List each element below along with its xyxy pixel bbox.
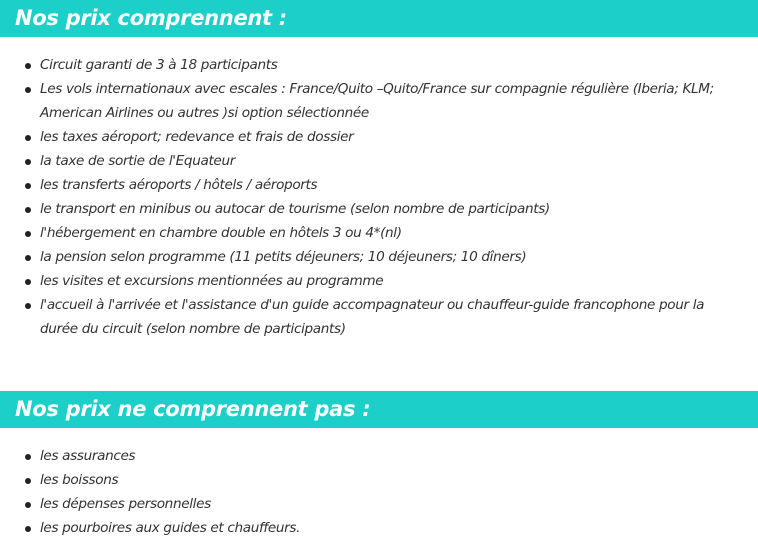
list-item xyxy=(0,492,740,516)
bullet-icon xyxy=(25,231,31,237)
list-item xyxy=(0,293,740,341)
list-item-text: l'accueil à l'arrivée et l'assistance d'un guide accompagnateur ou chauffeur-guide francophone pour la durée du circuit (selon nombre de participants) xyxy=(40,297,705,337)
list-item xyxy=(0,173,740,197)
list-item xyxy=(0,77,740,125)
list-item-text: Circuit garanti de 3 à 18 participants xyxy=(40,57,278,73)
included-list xyxy=(0,53,740,341)
list-item xyxy=(0,516,740,540)
list-item xyxy=(0,221,740,245)
list-item-text: la taxe de sortie de l'Equateur xyxy=(40,153,235,169)
list-item-text: les transferts aéroports / hôtels / aéroports xyxy=(40,177,318,193)
list-item-text: les visites et excursions mentionnées au programme xyxy=(40,273,384,289)
bullet-icon xyxy=(25,159,31,165)
list-item-text: les pourboires aux guides et chauffeurs. xyxy=(40,520,301,536)
included-section-title: Nos prix comprennent : xyxy=(0,0,758,37)
list-item xyxy=(0,53,740,77)
list-item xyxy=(0,125,740,149)
list-item xyxy=(0,269,740,293)
list-item xyxy=(0,197,740,221)
list-item xyxy=(0,468,740,492)
bullet-icon xyxy=(25,478,31,484)
list-item-text: les dépenses personnelles xyxy=(40,496,211,512)
list-item-text: le transport en minibus ou autocar de tourisme (selon nombre de participants) xyxy=(40,201,550,217)
bullet-icon xyxy=(25,183,31,189)
bullet-icon xyxy=(25,207,31,213)
list-item xyxy=(0,444,740,468)
bullet-icon xyxy=(25,87,31,93)
bullet-icon xyxy=(25,454,31,460)
bullet-icon xyxy=(25,502,31,508)
bullet-icon xyxy=(25,279,31,285)
list-item-text: Les vols internationaux avec escales : France/Quito –Quito/France sur compagnie régulière (Iberia; KLM; American Airlines ou autres )si option sélectionnée xyxy=(40,81,714,121)
list-item xyxy=(0,149,740,173)
list-item-text: les boissons xyxy=(40,472,119,488)
list-item xyxy=(0,245,740,269)
excluded-section-title: Nos prix ne comprennent pas : xyxy=(0,391,758,428)
bullet-icon xyxy=(25,303,31,309)
bullet-icon xyxy=(25,135,31,141)
list-item-text: les taxes aéroport; redevance et frais de dossier xyxy=(40,129,354,145)
list-item-text: les assurances xyxy=(40,448,136,464)
bullet-icon xyxy=(25,255,31,261)
list-item-text: l'hébergement en chambre double en hôtels 3 ou 4*(nl) xyxy=(40,225,402,241)
bullet-icon xyxy=(25,526,31,532)
list-item-text: la pension selon programme (11 petits déjeuners; 10 déjeuners; 10 dîners) xyxy=(40,249,527,265)
excluded-list xyxy=(0,444,740,540)
bullet-icon xyxy=(25,63,31,69)
